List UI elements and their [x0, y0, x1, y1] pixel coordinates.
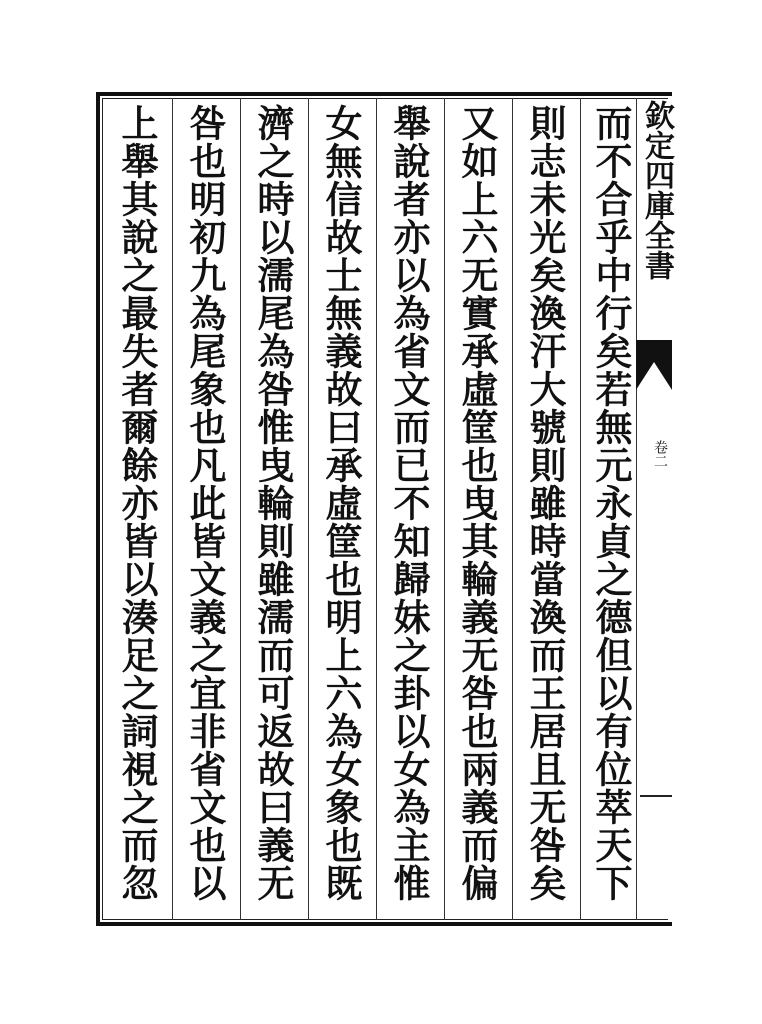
- text-column-3: 又如上六无實承虛筐也曳其輪義无咎也兩義而偏: [455, 104, 499, 902]
- text-column-5: 女無信故士無義故曰承虛筐也明上六為女象也既: [319, 104, 363, 902]
- fish-tail-mark-icon: [636, 340, 672, 390]
- column-rule: [444, 98, 445, 920]
- margin-divider: [640, 795, 672, 797]
- margin-title: 欽定四庫全書: [639, 100, 674, 280]
- column-rule: [580, 98, 581, 920]
- margin-rule: [636, 98, 637, 920]
- text-column-8: 上舉其說之最失者爾餘亦皆以湊足之詞視之而忽: [115, 104, 159, 902]
- column-rule: [376, 98, 377, 920]
- text-column-7: 咎也明初九為尾象也凡此皆文義之宜非省文也以: [183, 104, 227, 902]
- column-rule: [308, 98, 309, 920]
- column-rule: [172, 98, 173, 920]
- text-column-4: 舉說者亦以為省文而已不知歸妹之卦以女為主惟: [387, 104, 431, 902]
- text-column-6: 濟之時以濡尾為咎惟曳輪則雖濡而可返故曰義无: [251, 104, 295, 902]
- text-column-2: 則志未光矣渙汗大號則雖時當渙而王居且无咎矣: [523, 104, 567, 902]
- column-rule: [512, 98, 513, 920]
- volume-label: 卷二: [652, 440, 668, 468]
- column-rule: [240, 98, 241, 920]
- text-column-1: 而不合乎中行矣若無元永貞之德但以有位萃天下: [589, 104, 633, 902]
